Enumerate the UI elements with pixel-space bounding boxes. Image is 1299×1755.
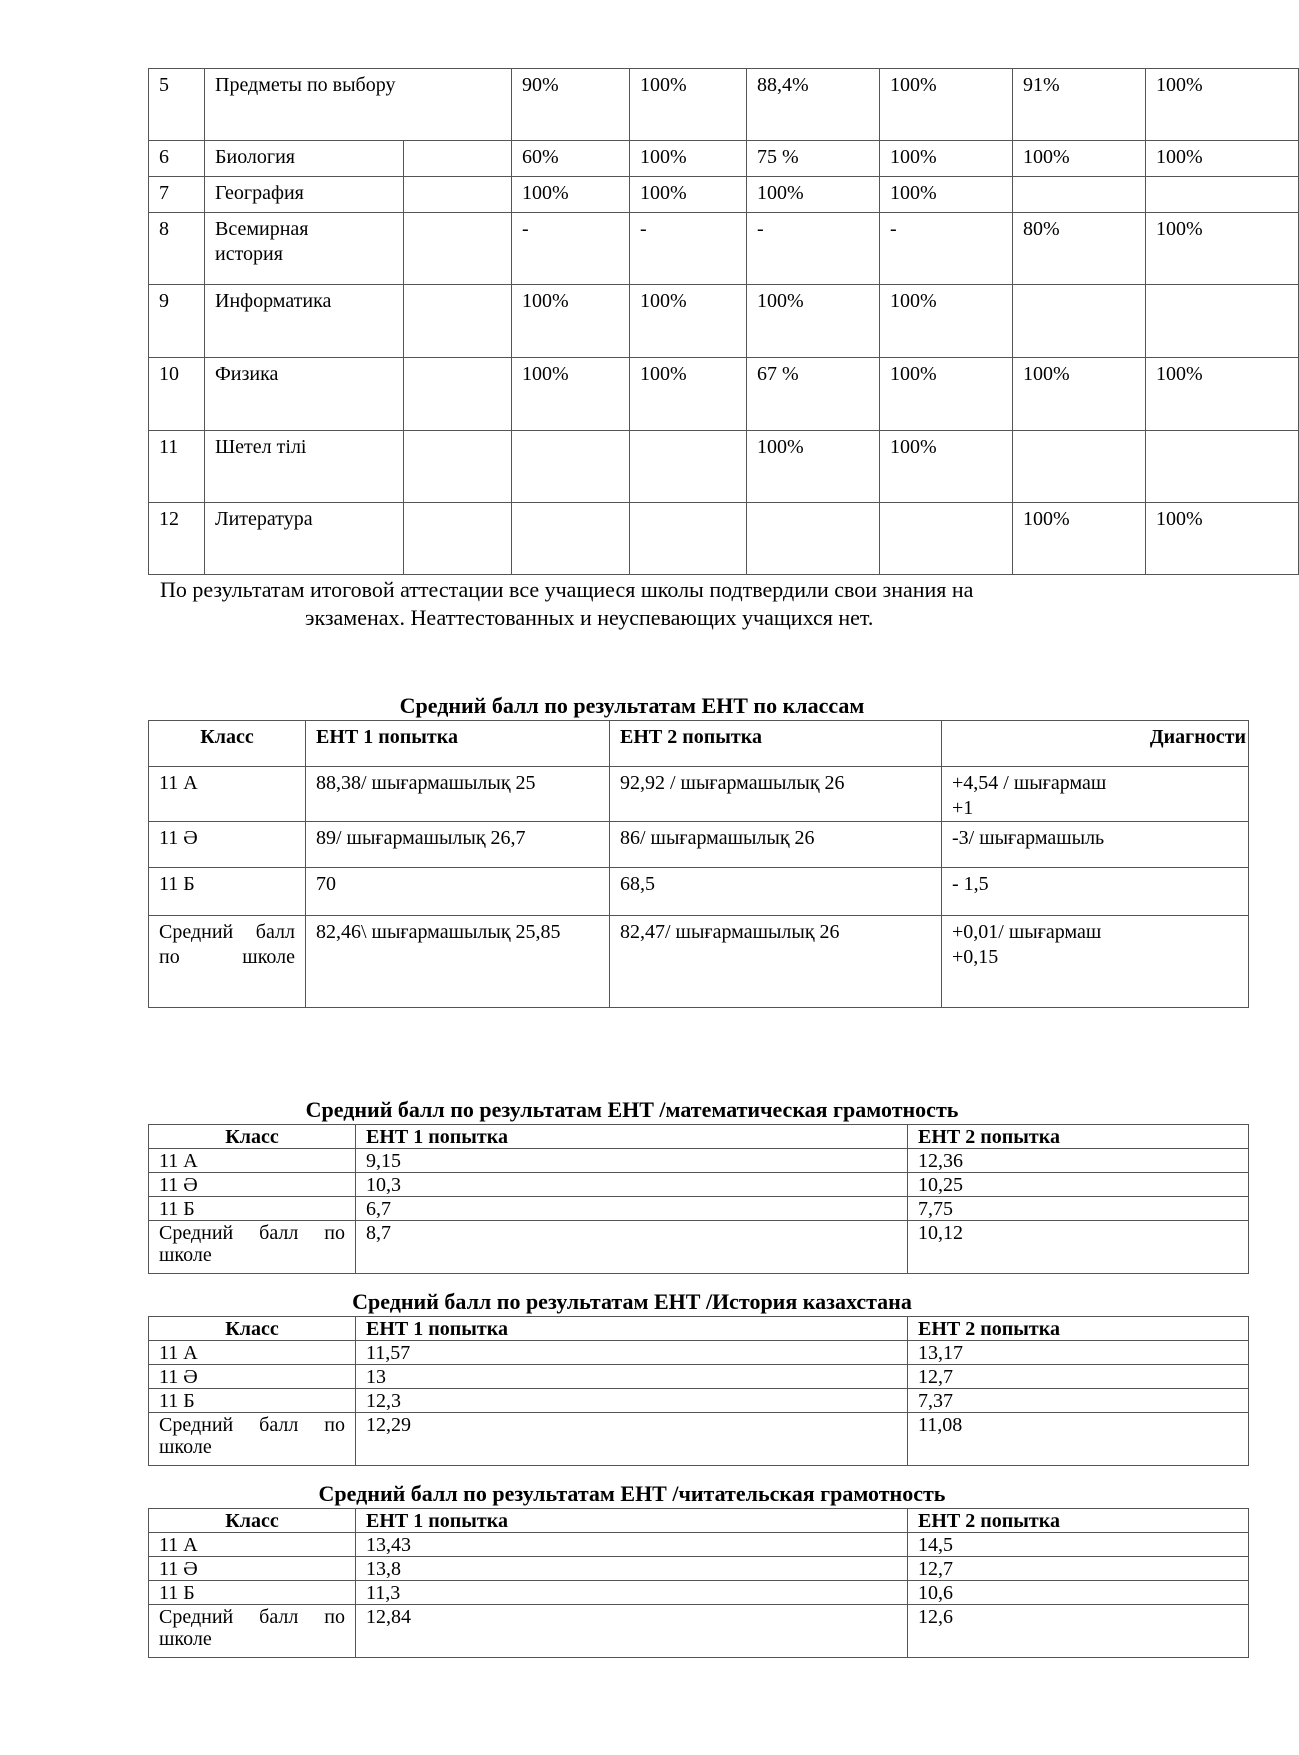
table-row: [149, 1605, 1249, 1658]
ent-classes-table: [148, 720, 1249, 1008]
cell-value: 82,46\ шығармашылық 25,85: [306, 916, 610, 1008]
table-row: [149, 1173, 1249, 1197]
cell-value: 100%: [630, 285, 747, 358]
diagnostic-value: +4,54 / шығармаш: [952, 772, 1107, 794]
class-cell: 11 Б: [149, 1197, 356, 1221]
table-header-row: [149, 721, 1249, 767]
cell-value: -: [512, 213, 630, 285]
cell-value: 89/ шығармашылық 26,7: [306, 822, 610, 868]
cell-value: 80%: [1013, 213, 1146, 285]
cell-value: 67 %: [747, 358, 880, 431]
diagnostic-value: +1: [952, 797, 974, 819]
class-cell: 11 Ә: [149, 1173, 356, 1197]
subject-name: Шетел тілі: [205, 431, 404, 503]
column-header: Диагности: [942, 721, 1249, 767]
cell-value: 100%: [512, 285, 630, 358]
column-header: ЕНТ 1 попытка: [356, 1125, 908, 1149]
cell-value: 100%: [1146, 503, 1299, 575]
subject-name: Всемирная история: [205, 213, 404, 285]
cell-value: 100%: [880, 358, 1013, 431]
table-row: [149, 358, 1299, 431]
ent-classes-table-wrapper: [148, 720, 1246, 1008]
cell-value: -: [747, 213, 880, 285]
column-header: ЕНТ 2 попытка: [908, 1509, 1249, 1533]
class-cell: 11 Ә: [149, 1365, 356, 1389]
cell-value: 11,08: [908, 1413, 1249, 1466]
cell-value: 100%: [880, 141, 1013, 177]
ent-history-table: [148, 1316, 1249, 1466]
ent-reading-table: [148, 1508, 1249, 1658]
subject-name: Биология: [205, 141, 404, 177]
cell-value: 7,75: [908, 1197, 1249, 1221]
diagnostic-value: -3/ шығармашыль: [952, 827, 1105, 849]
table-header-row: [149, 1509, 1249, 1533]
cell-value: 9,15: [356, 1149, 908, 1173]
ent-math-title: Средний балл по результатам ЕНТ /математическая грамотность: [305, 1097, 959, 1122]
table-header-row: [149, 1125, 1249, 1149]
ent-math-table: [148, 1124, 1249, 1274]
cell-value: 100%: [630, 141, 747, 177]
cell-value: 6,7: [356, 1197, 908, 1221]
row-number: 7: [149, 177, 205, 213]
table-row: [149, 213, 1299, 285]
class-cell: 11 А: [149, 767, 306, 822]
table-row: [149, 1221, 1249, 1274]
table-row: [149, 1197, 1249, 1221]
cell-value: [512, 503, 630, 575]
cell-value: 100%: [1013, 141, 1146, 177]
class-cell: Средний балл по школе: [149, 1413, 356, 1466]
attestation-paragraph: [160, 576, 1100, 632]
cell-value: 100%: [630, 177, 747, 213]
subject-name: Информатика: [205, 285, 404, 358]
class-cell: Средний балл по школе: [149, 1221, 356, 1274]
cell-value: [747, 503, 880, 575]
row-number: 11: [149, 431, 205, 503]
ent-reading-table-wrapper: [148, 1508, 1126, 1658]
diagnostic-cell: [942, 868, 1249, 916]
class-cell: 11 А: [149, 1341, 356, 1365]
table-row: [149, 1557, 1249, 1581]
class-cell: Средний балл по школе: [149, 916, 306, 1008]
cell-value: [630, 503, 747, 575]
cell-value: [630, 431, 747, 503]
empty-cell: [404, 285, 512, 358]
class-cell: 11 А: [149, 1149, 356, 1173]
cell-value: [1013, 177, 1146, 213]
cell-value: 10,25: [908, 1173, 1249, 1197]
column-header: ЕНТ 1 попытка: [306, 721, 610, 767]
class-cell: 11 Б: [149, 1581, 356, 1605]
subject-name: Физика: [205, 358, 404, 431]
cell-value: 100%: [880, 285, 1013, 358]
row-number: 10: [149, 358, 205, 431]
diagnostic-value: +0,01/ шығармаш: [952, 921, 1102, 943]
paragraph-line: По результатам итоговой аттестации все учащиеся школы подтвердили свои знания на: [160, 577, 974, 602]
row-number: 12: [149, 503, 205, 575]
cell-value: 12,3: [356, 1389, 908, 1413]
cell-value: 10,3: [356, 1173, 908, 1197]
cell-value: 12,36: [908, 1149, 1249, 1173]
diagnostic-cell: [942, 916, 1249, 1008]
cell-value: [1146, 285, 1299, 358]
cell-value: [1146, 177, 1299, 213]
empty-cell: [404, 177, 512, 213]
cell-value: 100%: [1146, 213, 1299, 285]
cell-value: 70: [306, 868, 610, 916]
cell-value: 90%: [512, 69, 630, 141]
cell-value: 91%: [1013, 69, 1146, 141]
cell-value: 12,6: [908, 1605, 1249, 1658]
cell-value: 100%: [1146, 69, 1299, 141]
cell-value: 12,7: [908, 1557, 1249, 1581]
cell-value: 100%: [880, 69, 1013, 141]
ent-classes-title: Средний балл по результатам ЕНТ по классам: [399, 693, 865, 718]
class-cell: 11 А: [149, 1533, 356, 1557]
cell-value: 10,6: [908, 1581, 1249, 1605]
column-header: Класс: [149, 721, 306, 767]
ent-history-table-wrapper: [148, 1316, 1126, 1466]
column-header: Класс: [149, 1317, 356, 1341]
cell-value: 100%: [1146, 141, 1299, 177]
cell-value: [1013, 285, 1146, 358]
table-row: [149, 285, 1299, 358]
table-row: [149, 916, 1249, 1008]
column-header: ЕНТ 2 попытка: [610, 721, 942, 767]
diagnostic-cell: [942, 822, 1249, 868]
table-row: [149, 177, 1299, 213]
cell-value: 88,38/ шығармашылық 25: [306, 767, 610, 822]
empty-cell: [404, 503, 512, 575]
table-header-row: [149, 1317, 1249, 1341]
subjects-table-wrapper: [148, 68, 1241, 575]
table-row: [149, 1533, 1249, 1557]
empty-cell: [404, 431, 512, 503]
ent-math-table-wrapper: [148, 1124, 1126, 1274]
ent-reading-title: Средний балл по результатам ЕНТ /читательская грамотность: [318, 1481, 946, 1506]
row-number: 8: [149, 213, 205, 285]
cell-value: 100%: [630, 69, 747, 141]
empty-cell: [404, 141, 512, 177]
subject-name: География: [205, 177, 404, 213]
cell-value: 12,84: [356, 1605, 908, 1658]
cell-value: 100%: [1013, 358, 1146, 431]
cell-value: -: [630, 213, 747, 285]
row-number: 6: [149, 141, 205, 177]
table-row: [149, 1149, 1249, 1173]
class-cell: 11 Б: [149, 1389, 356, 1413]
cell-value: 11,3: [356, 1581, 908, 1605]
diagnostic-value: +0,15: [952, 946, 999, 968]
cell-value: 100%: [512, 358, 630, 431]
cell-value: 14,5: [908, 1533, 1249, 1557]
cell-value: 10,12: [908, 1221, 1249, 1274]
diagnostic-cell: [942, 767, 1249, 822]
table-row: [149, 1341, 1249, 1365]
subject-name: Литература: [205, 503, 404, 575]
class-cell: Средний балл по школе: [149, 1605, 356, 1658]
cell-value: 13,17: [908, 1341, 1249, 1365]
cell-value: 86/ шығармашылық 26: [610, 822, 942, 868]
table-row: [149, 69, 1299, 141]
cell-value: 100%: [880, 177, 1013, 213]
cell-value: 11,57: [356, 1341, 908, 1365]
table-row: [149, 1365, 1249, 1389]
column-header: ЕНТ 2 попытка: [908, 1125, 1249, 1149]
column-header: ЕНТ 2 попытка: [908, 1317, 1249, 1341]
class-cell: 11 Ә: [149, 822, 306, 868]
cell-value: 68,5: [610, 868, 942, 916]
table-row: [149, 822, 1249, 868]
table-row: [149, 868, 1249, 916]
cell-value: [880, 503, 1013, 575]
cell-value: 8,7: [356, 1221, 908, 1274]
cell-value: 82,47/ шығармашылық 26: [610, 916, 942, 1008]
cell-value: -: [880, 213, 1013, 285]
table-row: [149, 503, 1299, 575]
class-cell: 11 Б: [149, 868, 306, 916]
cell-value: 100%: [1146, 358, 1299, 431]
cell-value: 100%: [512, 177, 630, 213]
class-cell: 11 Ә: [149, 1557, 356, 1581]
cell-value: 100%: [1013, 503, 1146, 575]
cell-value: 60%: [512, 141, 630, 177]
column-header: ЕНТ 1 попытка: [356, 1317, 908, 1341]
cell-value: [1146, 431, 1299, 503]
cell-value: 100%: [880, 431, 1013, 503]
subject-name: Предметы по выбору: [205, 69, 512, 141]
table-row: [149, 1389, 1249, 1413]
cell-value: 12,7: [908, 1365, 1249, 1389]
cell-value: 100%: [747, 285, 880, 358]
cell-value: 13: [356, 1365, 908, 1389]
column-header: ЕНТ 1 попытка: [356, 1509, 908, 1533]
ent-history-title: Средний балл по результатам ЕНТ /История казахстана: [352, 1289, 912, 1314]
table-row: [149, 141, 1299, 177]
empty-cell: [404, 358, 512, 431]
diagnostic-value: - 1,5: [952, 873, 989, 895]
cell-value: 13,8: [356, 1557, 908, 1581]
table-row: [149, 767, 1249, 822]
cell-value: 100%: [747, 177, 880, 213]
cell-value: [512, 431, 630, 503]
cell-value: [1013, 431, 1146, 503]
cell-value: 7,37: [908, 1389, 1249, 1413]
row-number: 9: [149, 285, 205, 358]
table-row: [149, 431, 1299, 503]
row-number: 5: [149, 69, 205, 141]
column-header: Класс: [149, 1509, 356, 1533]
paragraph-line: экзаменах. Неаттестованных и неуспевающих учащихся нет.: [305, 605, 874, 630]
table-row: [149, 1413, 1249, 1466]
cell-value: 12,29: [356, 1413, 908, 1466]
cell-value: 88,4%: [747, 69, 880, 141]
cell-value: 13,43: [356, 1533, 908, 1557]
empty-cell: [404, 213, 512, 285]
cell-value: 100%: [747, 431, 880, 503]
subjects-table: [148, 68, 1299, 575]
column-header: Класс: [149, 1125, 356, 1149]
cell-value: 100%: [630, 358, 747, 431]
cell-value: 75 %: [747, 141, 880, 177]
cell-value: 92,92 / шығармашылық 26: [610, 767, 942, 822]
table-row: [149, 1581, 1249, 1605]
